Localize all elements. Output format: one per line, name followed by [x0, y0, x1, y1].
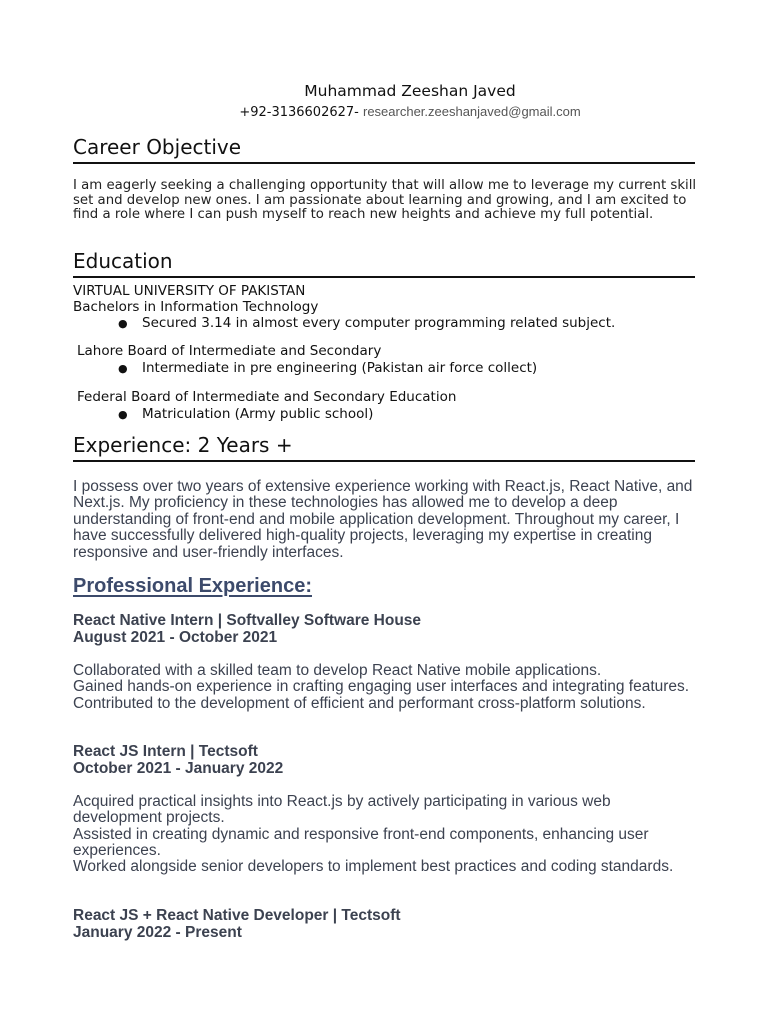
candidate-name: Muhammad Zeeshan Javed — [304, 82, 516, 100]
contact-line — [0, 104, 768, 120]
bullet-icon: ● — [118, 317, 128, 330]
experience-heading: Experience: 2 Years + — [73, 433, 695, 462]
job-description-line: Worked alongside senior developers to implement best practices and coding standards. — [73, 858, 674, 876]
board1-bullet-text: Intermediate in pre engineering (Pakistan air force collect) — [142, 360, 538, 376]
career-objective-heading: Career Objective — [73, 135, 695, 164]
university-name: VIRTUAL UNIVERSITY OF PAKISTAN — [73, 283, 306, 299]
job-description-line: Contributed to the development of efficient and performant cross-platform solutions. — [73, 694, 646, 712]
degree-bullet-item — [118, 315, 615, 332]
degree-bullet-text: Secured 3.14 in almost every computer programming related subject. — [142, 315, 616, 331]
job-dates: January 2022 - Present — [73, 924, 242, 941]
board1-bullet-item — [118, 360, 537, 377]
job-title: React JS + React Native Developer | Tectsoft — [73, 907, 401, 924]
job-title: React Native Intern | Softvalley Software House — [73, 612, 422, 629]
phone-number: +92-3136602627- — [239, 105, 363, 120]
board2-bullet-item — [118, 406, 373, 423]
career-objective-text: I am eagerly seeking a challenging opportunity that will allow me to leverage my current skill set and develop new ones. I am passionate about learning and growing, and I am excited to find a role where I can push myself to reach new heights and achieve my full potential. — [73, 178, 697, 223]
job-description-line: Gained hands-on experience in crafting engaging user interfaces and integrating features. — [73, 678, 690, 696]
job-description-line: Assisted in creating dynamic and responsive front-end components, enhancing user experiences. — [73, 825, 649, 859]
professional-experience-heading: Professional Experience: — [73, 575, 312, 597]
job-description-line: Collaborated with a skilled team to develop React Native mobile applications. — [73, 662, 602, 679]
board2-name: Federal Board of Intermediate and Secondary Education — [77, 389, 457, 405]
bullet-icon: ● — [118, 362, 128, 375]
job-title: React JS Intern | Tectsoft — [73, 743, 258, 760]
board1-name: Lahore Board of Intermediate and Secondary — [77, 343, 382, 359]
job-description — [73, 794, 703, 875]
job-description-line: Acquired practical insights into React.js by actively participating in various web development projects. — [73, 793, 611, 827]
job-dates: August 2021 - October 2021 — [73, 629, 278, 646]
job-description — [73, 663, 703, 712]
experience-summary: I possess over two years of extensive experience working with React.js, React Native, and Next.js. My proficiency in these technologies has allowed me to develop a deep understanding of front-end and mobile application development. Throughout my career, I have successfully delivered high-quality projects, leveraging my expertise in creating responsive and user-friendly interfaces. — [73, 478, 693, 561]
email-address: researcher.zeeshanjaved@gmail.com — [362, 104, 581, 119]
bullet-icon: ● — [118, 408, 128, 421]
education-heading: Education — [73, 249, 695, 278]
board2-bullet-text: Matriculation (Army public school) — [142, 406, 374, 422]
job-dates: October 2021 - January 2022 — [73, 760, 284, 777]
degree-name: Bachelors in Information Technology — [73, 299, 319, 315]
